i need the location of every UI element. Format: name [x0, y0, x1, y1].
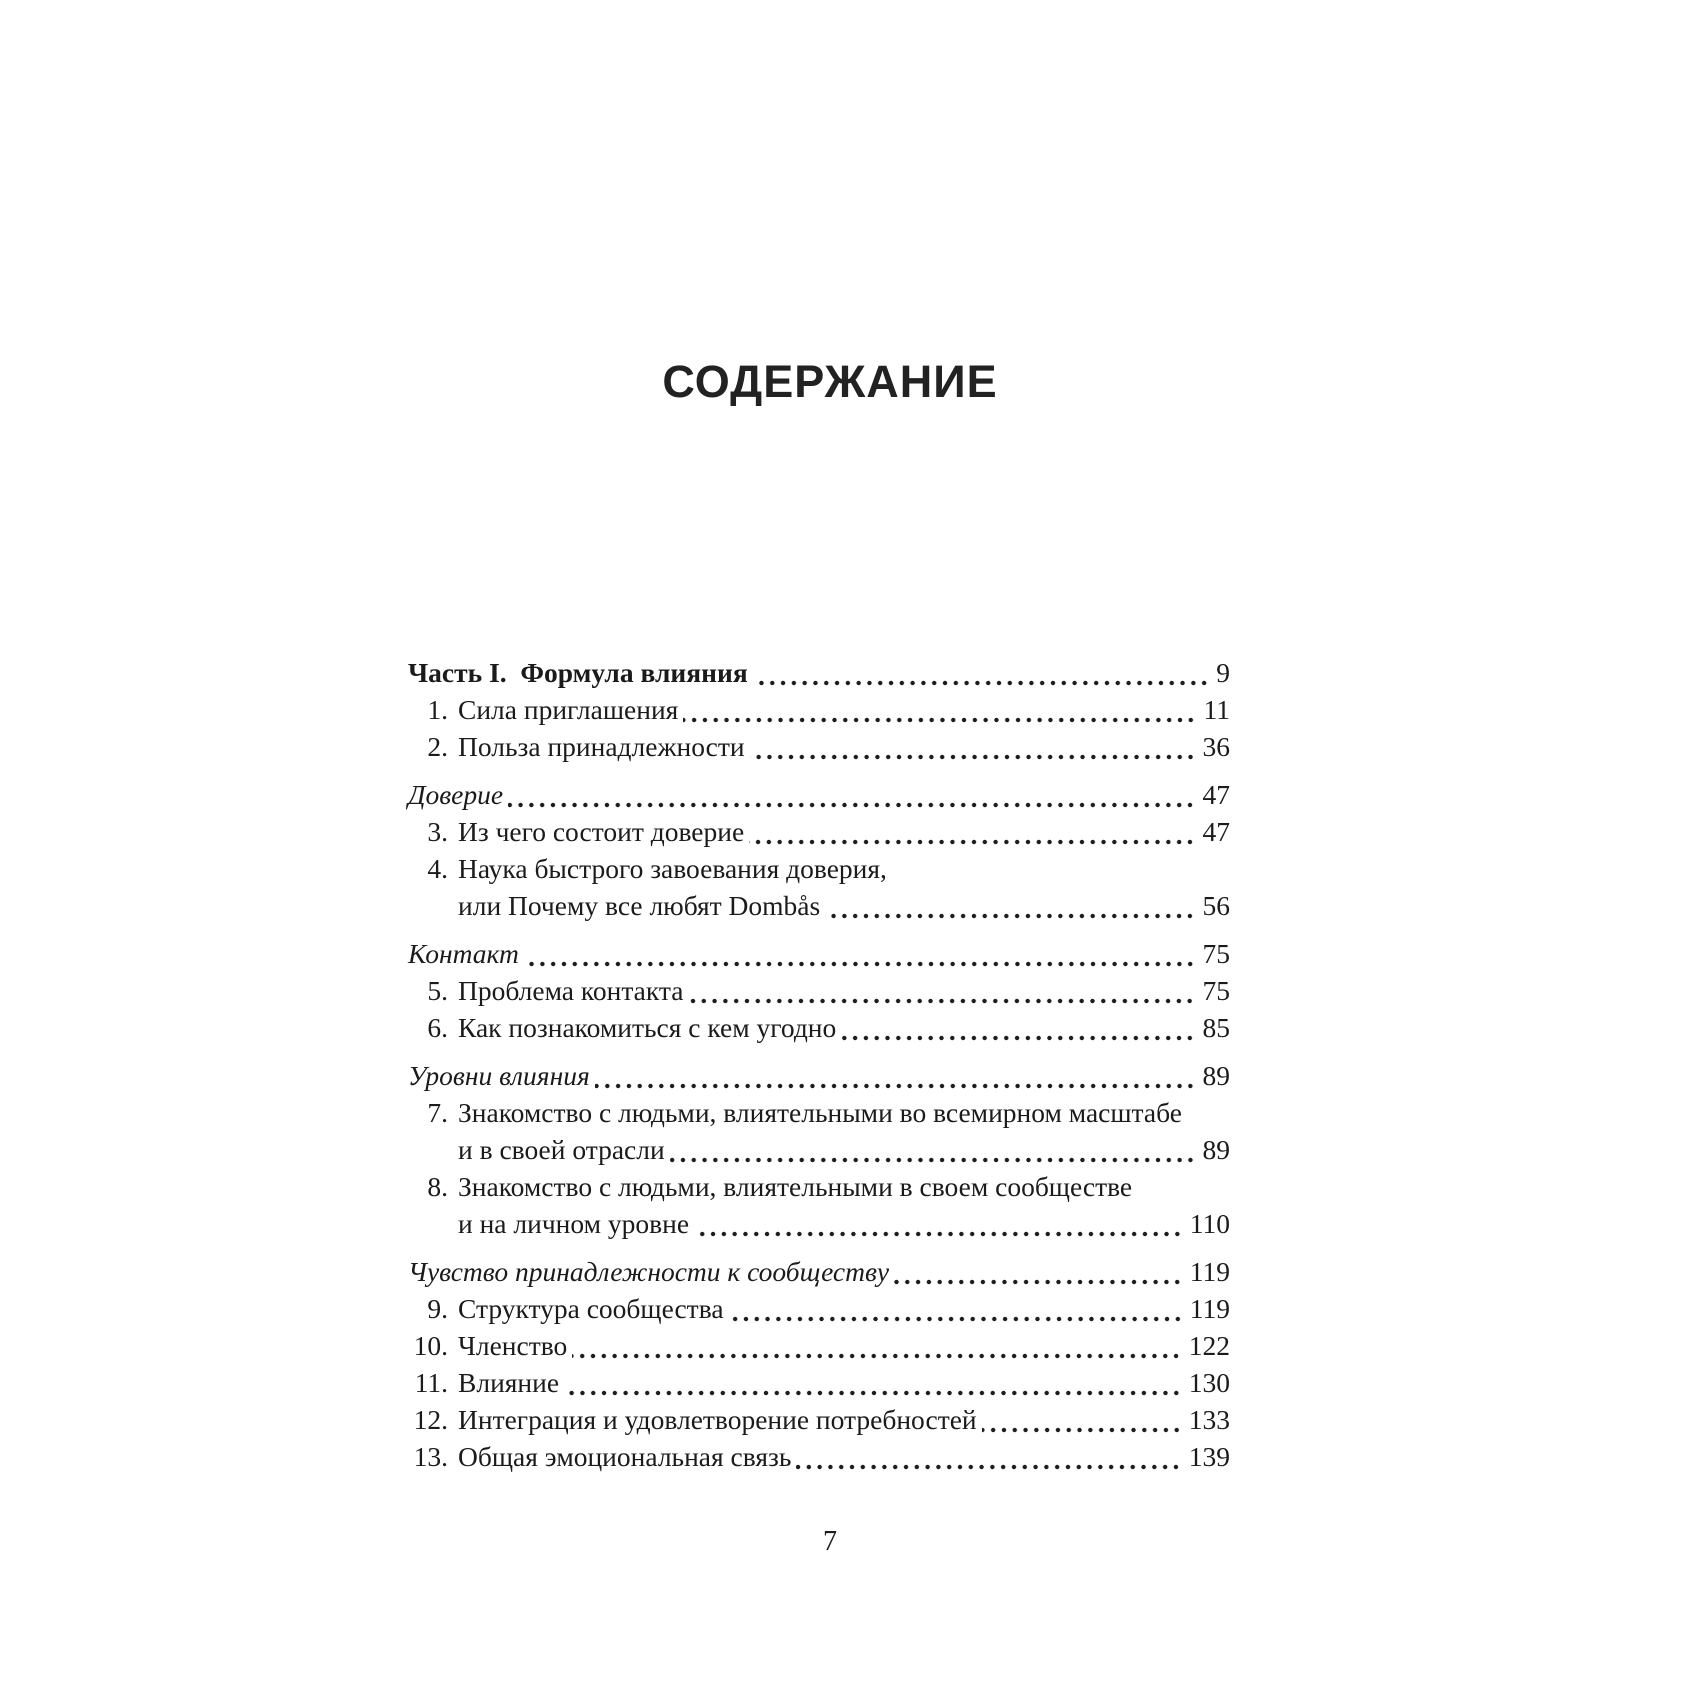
toc-entry — [408, 813, 1230, 850]
toc-entry-continuation — [408, 1205, 1230, 1242]
toc-entry — [408, 1401, 1230, 1438]
toc-page-number: 122 — [1188, 1330, 1230, 1361]
page-number-folio: 7 — [823, 1526, 837, 1557]
toc-entry-continuation — [408, 887, 1230, 924]
toc-entry — [408, 1290, 1230, 1327]
toc-page-number: 11 — [1203, 694, 1230, 725]
toc-leader-dots — [524, 961, 1196, 967]
toc-page-number: 47 — [1202, 816, 1230, 847]
toc-entry-number: 7. — [427, 1097, 448, 1128]
toc-entry — [408, 972, 1230, 1009]
toc-entry-number: 1. — [427, 694, 448, 725]
toc-entry-number: 8. — [427, 1171, 448, 1202]
toc-leader-dots — [508, 802, 1195, 808]
toc-leader-dots — [572, 1353, 1181, 1359]
toc-entry — [408, 1327, 1230, 1364]
toc-entry-number: 3. — [427, 816, 448, 847]
toc-page-number: 89 — [1202, 1060, 1230, 1091]
toc-entry-label: Структура сообщества — [458, 1293, 724, 1324]
toc-entry-label: Польза принадлежности — [458, 731, 745, 762]
toc-entry-label: Знакомство с людьми, влиятельными во всемирном масштабе — [458, 1097, 1182, 1128]
toc-entry-label: Членство — [458, 1330, 568, 1361]
toc-entry-number: 9. — [427, 1293, 448, 1324]
toc-leader-dots — [796, 1464, 1181, 1470]
toc-entry-label: Из чего состоит доверие — [458, 816, 745, 847]
toc-entry — [408, 1364, 1230, 1401]
toc-entry — [408, 776, 1230, 813]
toc-leader-dots — [894, 1279, 1183, 1285]
toc-entry-label: Сила приглашения — [458, 694, 679, 725]
toc-leader-dots — [564, 1390, 1182, 1396]
toc-entry-label: Контакт — [408, 938, 519, 969]
toc-entry-number: 13. — [413, 1441, 448, 1472]
toc-entry — [408, 1168, 1230, 1205]
toc-leader-dots — [688, 998, 1195, 1004]
toc-entry-label: и на личном уровне — [458, 1208, 690, 1239]
toc-entry-label: Наука быстрого завоевания доверия, — [458, 853, 887, 884]
toc-page-number: 139 — [1188, 1441, 1230, 1472]
toc-entry — [408, 728, 1230, 765]
toc-leader-dots — [750, 754, 1196, 760]
toc-page-number: 130 — [1188, 1367, 1230, 1398]
toc-page-number: 119 — [1189, 1256, 1230, 1287]
toc-page-number: 133 — [1188, 1404, 1230, 1435]
toc-entry — [408, 1057, 1230, 1094]
toc-entry — [408, 1094, 1230, 1131]
toc-entry — [408, 935, 1230, 972]
toc-entry — [408, 691, 1230, 728]
toc-entry-label: Чувство принадлежности к сообществу — [408, 1256, 890, 1287]
toc-leader-dots — [749, 839, 1195, 845]
toc-entry-label: Часть I. Формула влияния — [408, 657, 748, 688]
toc-entry-label: Общая эмоциональная связь — [458, 1441, 792, 1472]
toc-page-number: 36 — [1202, 731, 1230, 762]
toc-leader-dots — [753, 680, 1210, 686]
toc-leader-dots — [729, 1316, 1183, 1322]
toc-entry — [408, 1009, 1230, 1046]
toc-page-number: 85 — [1202, 1012, 1230, 1043]
toc-leader-dots — [683, 717, 1196, 723]
toc-entry-label: Доверие — [408, 779, 504, 810]
toc-entry-number: 12. — [413, 1404, 448, 1435]
toc-entry — [408, 1438, 1230, 1475]
toc-entry — [408, 1253, 1230, 1290]
toc-leader-dots — [982, 1427, 1182, 1433]
toc-leader-dots — [825, 913, 1195, 919]
toc-page-number: 75 — [1202, 975, 1230, 1006]
toc-leader-dots — [595, 1083, 1196, 1089]
toc-page-number: 110 — [1189, 1208, 1230, 1239]
toc-leader-dots — [670, 1157, 1196, 1163]
toc-page-number: 9 — [1216, 657, 1230, 688]
toc-page-number: 75 — [1202, 938, 1230, 969]
toc-entry-label: Влияние — [458, 1367, 560, 1398]
toc-page-number: 47 — [1202, 779, 1230, 810]
toc-entry-number: 2. — [427, 731, 448, 762]
toc-entry-number: 5. — [427, 975, 448, 1006]
toc-entry — [408, 850, 1230, 887]
toc-entry — [408, 654, 1230, 691]
toc-entry-label: Уровни влияния — [408, 1060, 590, 1091]
toc-leader-dots — [841, 1035, 1195, 1041]
toc-entry-number: 11. — [414, 1367, 448, 1398]
toc-page-number: 89 — [1202, 1134, 1230, 1165]
toc-entry-number: 10. — [413, 1330, 448, 1361]
toc-entry-label: Интеграция и удовлетворение потребностей — [458, 1404, 977, 1435]
toc-page-number: 56 — [1202, 890, 1230, 921]
table-of-contents — [408, 654, 1230, 1475]
toc-entry-continuation — [408, 1131, 1230, 1168]
toc-entry-label: Проблема контакта — [458, 975, 684, 1006]
toc-entry-label: Знакомство с людьми, влиятельными в своем сообществе — [458, 1171, 1133, 1202]
toc-entry-number: 4. — [427, 853, 448, 884]
toc-leader-dots — [694, 1231, 1183, 1237]
toc-entry-number: 6. — [427, 1012, 448, 1043]
toc-entry-label: и в своей отрасли — [458, 1134, 665, 1165]
toc-entry-label: или Почему все любят Dombås — [458, 890, 821, 921]
toc-page-number: 119 — [1189, 1293, 1230, 1324]
page-title: СОДЕРЖАНИЕ — [662, 356, 998, 407]
toc-entry-label: Как познакомиться с кем угодно — [458, 1012, 837, 1043]
